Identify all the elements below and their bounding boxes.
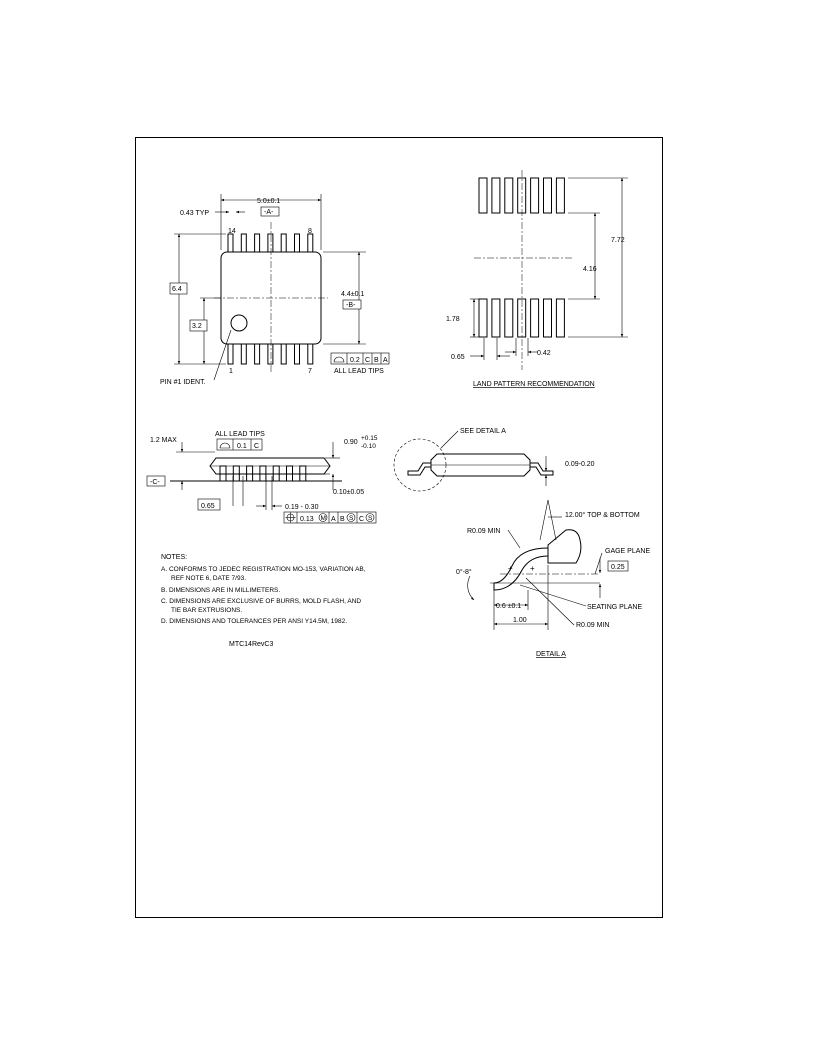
top-view <box>160 194 389 386</box>
pin-7-label: 7 <box>308 368 312 375</box>
seating-plane-label: SEATING PLANE <box>587 604 643 611</box>
land-pad <box>518 299 526 337</box>
lead-bottom <box>308 344 313 364</box>
footprint-label: 1.00 <box>513 617 527 624</box>
land-pads-top-row <box>479 178 564 213</box>
datum-b-label: -B- <box>346 302 356 309</box>
lead-bottom <box>268 344 273 364</box>
land-pad <box>492 299 500 337</box>
profile-tolerance-frame <box>331 353 389 364</box>
detail-a-title: DETAIL A <box>536 651 566 658</box>
pin1-dot <box>231 315 247 331</box>
note-c-line2: TIE BAR EXTRUSIONS. <box>171 607 243 614</box>
svg-text:0.1: 0.1 <box>237 443 247 450</box>
svg-text:A: A <box>383 357 388 364</box>
foot-angle-label: 0°-8° <box>456 569 472 576</box>
land-pitch-label: 0.65 <box>451 354 465 361</box>
svg-text:0.13: 0.13 <box>300 516 314 523</box>
svg-text:S: S <box>368 515 373 522</box>
lead-top <box>255 234 260 252</box>
lead-top <box>281 234 286 252</box>
drawing-id: MTC14RevC3 <box>229 641 274 648</box>
draft-angle-label: 12.00° TOP & BOTTOM <box>565 512 640 519</box>
datum-c-label: -C- <box>150 479 160 486</box>
lead-bottom <box>281 344 286 364</box>
svg-text:+0.15: +0.15 <box>361 435 378 442</box>
svg-text:C: C <box>254 443 260 450</box>
lead-thickness-label: 0.09-0.20 <box>565 461 595 468</box>
land-pad <box>492 178 500 213</box>
svg-text:+: + <box>530 564 535 573</box>
svg-text:M: M <box>320 515 326 522</box>
foot-length-label: 0.6 ±0.1 <box>496 603 522 610</box>
half-height-label: 3.2 <box>192 323 202 330</box>
svg-text:-0.10: -0.10 <box>361 443 376 450</box>
land-pad-width-label: 0.42 <box>537 350 551 357</box>
side-all-lead-tips-label: ALL LEAD TIPS <box>215 431 265 438</box>
svg-text:+: + <box>508 564 513 573</box>
land-pad <box>556 299 564 337</box>
land-pattern <box>446 170 628 388</box>
svg-text:C: C <box>365 357 371 364</box>
land-overall-label: 7.72 <box>611 237 625 244</box>
radius-bottom-label: R0.09 MIN <box>576 622 610 629</box>
lead-width-typ-label: 0.43 TYP <box>180 210 210 217</box>
detail-lead <box>494 548 548 590</box>
note-a-line2: REF NOTE 6, DATE 7/93. <box>171 575 247 582</box>
detail-body <box>548 530 581 563</box>
overall-height-label: 6.4 <box>172 286 182 293</box>
land-row-spacing-label: 4.16 <box>583 266 597 273</box>
detail-a <box>456 500 650 658</box>
body-width-label: 5.0±0.1 <box>257 198 281 205</box>
side-view <box>147 431 378 523</box>
note-b: B. DIMENSIONS ARE IN MILLIMETERS. <box>161 587 281 594</box>
gage-plane-label: GAGE PLANE <box>605 548 651 555</box>
lead-bottom <box>295 344 300 364</box>
lead-top <box>268 234 273 252</box>
land-pad <box>544 178 552 213</box>
all-lead-tips-label: ALL LEAD TIPS <box>334 368 384 375</box>
note-c-line1: C. DIMENSIONS ARE EXCLUSIVE OF BURRS, MOLD FLASH, AND <box>161 598 362 605</box>
side-pitch-label: 0.65 <box>201 503 215 510</box>
notes-heading: NOTES: <box>161 554 188 561</box>
body-thickness-label: 0.90 <box>344 439 358 446</box>
radius-top-label: R0.09 MIN <box>467 528 501 535</box>
lead-bottom <box>255 344 260 364</box>
pin-8-label: 8 <box>308 228 312 235</box>
land-pad-length-label: 1.78 <box>446 316 460 323</box>
end-view <box>394 428 595 491</box>
svg-text:S: S <box>349 515 354 522</box>
land-pad <box>556 178 564 213</box>
gage-height-label: 0.25 <box>611 564 625 571</box>
land-pad <box>518 178 526 213</box>
land-pattern-title: LAND PATTERN RECOMMENDATION <box>473 381 595 388</box>
land-pads-bottom-row <box>479 299 564 337</box>
pin-14-label: 14 <box>228 228 236 235</box>
land-pad <box>479 178 487 213</box>
pin-1-label: 1 <box>229 368 233 375</box>
lead-top <box>308 234 313 252</box>
notes-block <box>161 554 366 648</box>
land-pad <box>479 299 487 337</box>
land-pad <box>544 299 552 337</box>
body-length-label: 4.4±0.1 <box>341 291 365 298</box>
pin1-ident-label: PIN #1 IDENT. <box>160 379 206 386</box>
svg-text:B: B <box>374 357 379 364</box>
position-tolerance-frame <box>284 512 376 523</box>
land-pad <box>505 299 513 337</box>
coplanarity-frame <box>217 439 262 450</box>
land-pad <box>531 178 539 213</box>
see-detail-label: SEE DETAIL A <box>460 428 506 435</box>
svg-text:A: A <box>331 516 336 523</box>
svg-text:B: B <box>340 516 345 523</box>
note-a-line1: A. CONFORMS TO JEDEC REGISTRATION MO-153, VARIATION AB, <box>161 566 366 573</box>
land-pad <box>531 299 539 337</box>
max-height-label: 1.2 MAX <box>150 437 177 444</box>
lead-bottom <box>228 344 233 364</box>
svg-text:0.2: 0.2 <box>350 357 360 364</box>
lead-top <box>295 234 300 252</box>
lead-top <box>228 234 233 252</box>
lead-top <box>241 234 246 252</box>
lead-bottom <box>241 344 246 364</box>
note-d: D. DIMENSIONS AND TOLERANCES PER ANSI Y14.5M, 1982. <box>161 618 348 625</box>
svg-text:C: C <box>359 516 365 523</box>
land-pad <box>505 178 513 213</box>
lead-width-label: 0.19 - 0.30 <box>285 504 319 511</box>
datum-a-label: -A- <box>264 209 274 216</box>
standoff-label: 0.10±0.05 <box>333 489 365 496</box>
